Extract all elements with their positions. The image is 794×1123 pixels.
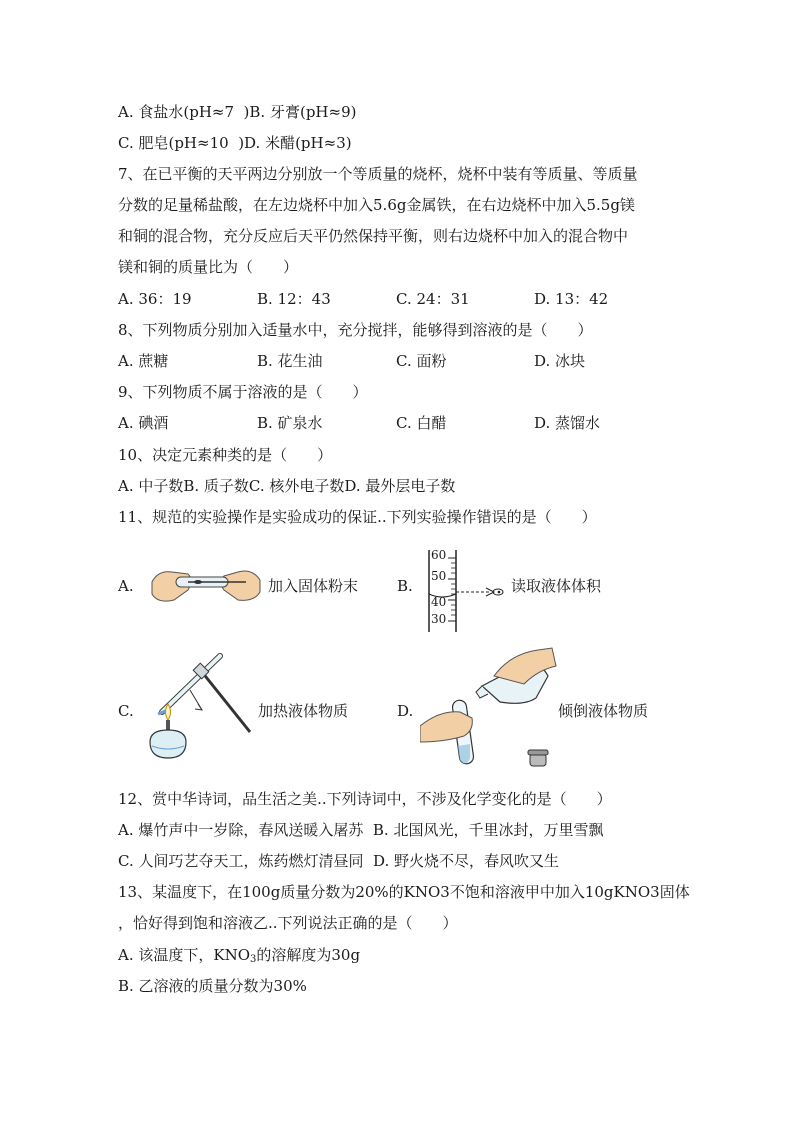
q8-stem: 8、下列物质分别加入适量水中，充分搅拌，能够得到溶液的是（ ） — [118, 321, 593, 339]
q12-stem: 12、赏中华诗词，品生活之美..下列诗词中，不涉及化学变化的是（ ） — [118, 790, 612, 808]
q8-option-b: B. 花生油 — [257, 352, 323, 370]
q7-stem-line4: 镁和铜的质量比为（ ） — [118, 258, 299, 276]
q11-stem: 11、规范的实验操作是实验成功的保证..下列实验操作错误的是（ ） — [118, 508, 597, 526]
q11-c-letter: C. — [118, 702, 134, 720]
q7-stem-line2: 分数的足量稀盐酸，在左边烧杯中加入5.6g金属铁，在右边烧杯中加入5.5g镁 — [118, 196, 635, 214]
q7-option-b: B. 12：43 — [257, 290, 331, 308]
q13-stem-line1: 13、某温度下，在100g质量分数为20%的KNO3不饱和溶液甲中加入10gKNO3固体 — [118, 883, 690, 901]
q9-option-b: B. 矿泉水 — [257, 414, 323, 432]
q7-option-c: C. 24：31 — [396, 290, 470, 308]
q6-options-ab: A. 食盐水(pH≈7 )B. 牙膏(pH≈9) — [118, 103, 357, 121]
cylinder-tick-40: 40 — [431, 595, 447, 609]
q9-option-a: A. 碘酒 — [118, 414, 169, 432]
powder-addition-illustration — [148, 560, 264, 610]
q7-option-d: D. 13：42 — [534, 290, 609, 308]
q13-option-a-pre: A. 该温度下，KNO — [118, 946, 250, 964]
q11-b-letter: B. — [397, 577, 413, 595]
q7-stem-line1: 7、在已平衡的天平两边分别放一个等质量的烧杯，烧杯中装有等质量、等质量 — [118, 165, 638, 183]
pouring-liquid-illustration — [420, 646, 558, 776]
q13-stem-line2: ，恰好得到饱和溶液乙..下列说法正确的是（ ） — [118, 914, 458, 932]
q12-options-cd: C. 人间巧艺夺天工，炼药燃灯清昼同 D. 野火烧不尽，春风吹又生 — [118, 852, 560, 870]
q8-option-a: A. 蔗糖 — [118, 352, 169, 370]
q11-c-text: 加热液体物质 — [258, 702, 349, 720]
q9-option-c: C. 白醋 — [396, 414, 447, 432]
q13-option-a — [118, 945, 360, 970]
q13-option-b: B. 乙溶液的质量分数为30% — [118, 977, 307, 995]
q11-d-letter: D. — [397, 702, 414, 720]
q9-stem: 9、下列物质不属于溶液的是（ ） — [118, 383, 368, 401]
q12-options-ab: A. 爆竹声中一岁除，春风送暖入屠苏 B. 北国风光，千里冰封，万里雪飘 — [118, 821, 604, 839]
q13-option-a-subscript: 3 — [250, 954, 257, 965]
q11-a-letter: A. — [118, 577, 134, 595]
q8-option-c: C. 面粉 — [396, 352, 447, 370]
q9-option-d: D. 蒸馏水 — [534, 414, 601, 432]
q10-options: A. 中子数B. 质子数C. 核外电子数D. 最外层电子数 — [118, 477, 456, 495]
cylinder-tick-50: 50 — [431, 569, 447, 583]
q11-d-text: 倾倒液体物质 — [558, 702, 649, 720]
q8-option-d: D. 冰块 — [534, 352, 586, 370]
q13-option-a-post: 的溶解度为30g — [256, 946, 361, 964]
q6-options-cd: C. 肥皂(pH≈10 )D. 米醋(pH≈3) — [118, 134, 352, 152]
q7-stem-line3: 和铜的混合物，充分反应后天平仍然保持平衡，则右边烧杯中加入的混合物中 — [118, 227, 629, 245]
heating-liquid-illustration — [140, 650, 256, 766]
q10-stem: 10、决定元素种类的是（ ） — [118, 446, 333, 464]
cylinder-tick-60: 60 — [431, 548, 447, 562]
cylinder-tick-30: 30 — [431, 612, 447, 626]
q11-b-text: 读取液体体积 — [511, 577, 602, 595]
q11-a-text: 加入固体粉末 — [268, 577, 359, 595]
q7-option-a: A. 36：19 — [118, 290, 192, 308]
